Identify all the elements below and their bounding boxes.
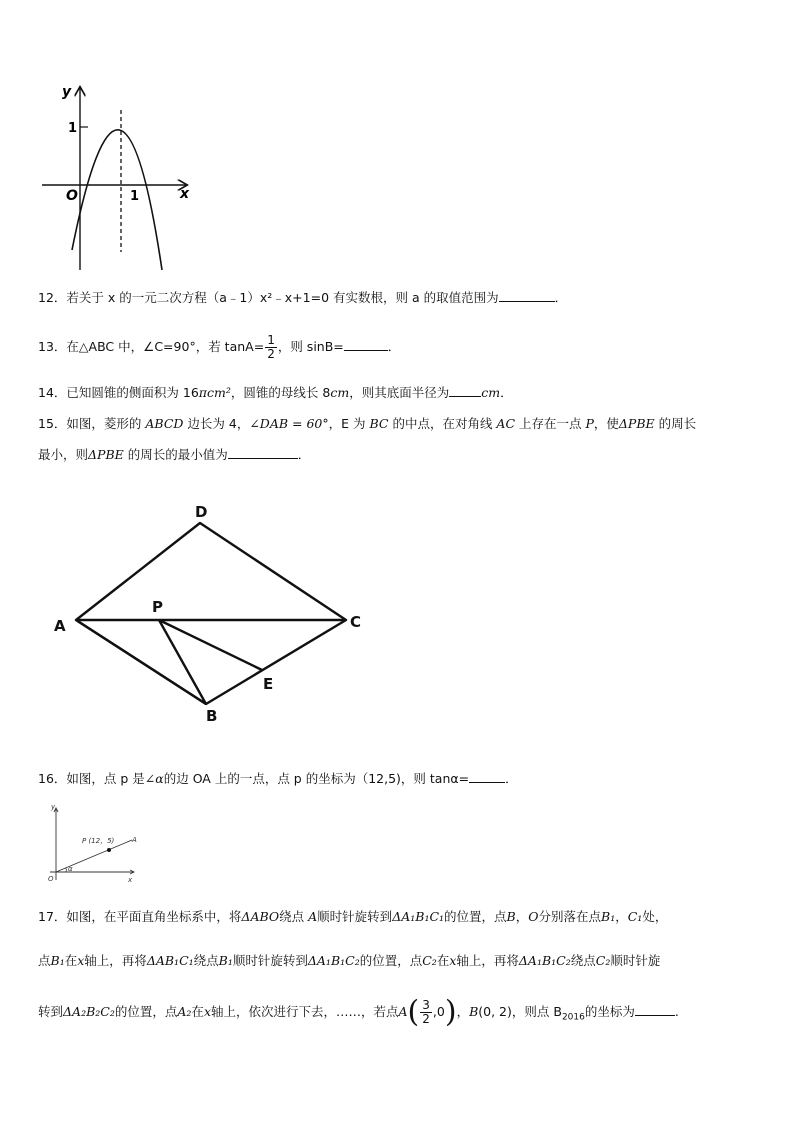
end-mark: . — [674, 1004, 679, 1019]
point-label: P (12，5) — [82, 837, 115, 845]
subscript-2016: 2016 — [561, 1012, 585, 1023]
fraction-numerator: 3 — [422, 998, 430, 1012]
text: 转到 — [38, 1004, 64, 1019]
question-17-line-3 — [38, 994, 679, 1036]
end-mark: ． — [387, 339, 401, 354]
label-e: E — [263, 675, 274, 693]
text: 在 — [436, 953, 450, 968]
text: 处， — [642, 909, 668, 924]
question-text: 在△ABC 中，∠C=90°，若 tanA= — [66, 339, 265, 354]
triangle-pbe: ΔPBE — [88, 447, 124, 462]
point-p — [107, 848, 111, 852]
rhombus-abcd — [76, 523, 346, 704]
text: 轴上，依次进行下去，……，若点 — [211, 1004, 399, 1019]
text: 最小，则 — [38, 447, 89, 462]
text: ，使 — [593, 416, 619, 431]
text: 的坐标为 — [584, 1004, 635, 1019]
y-axis-label: y — [51, 803, 56, 811]
x-tick-label: 1 — [130, 189, 140, 204]
angle-expr: ∠DAB = 60° — [249, 416, 329, 431]
point-b1: B₁ — [601, 909, 616, 924]
point-p: P — [585, 416, 594, 431]
end-mark: ． — [297, 447, 311, 462]
point-c2: C₂ — [595, 953, 611, 968]
text: 顺时针旋转到 — [317, 909, 393, 924]
question-number: 14． — [38, 385, 67, 400]
text: 的周长的最小值为 — [123, 447, 228, 462]
segment-pe — [159, 620, 262, 670]
answer-blank[interactable] — [499, 289, 555, 302]
text: 的周长 — [654, 416, 697, 431]
axis-x: x — [203, 1004, 211, 1019]
question-number: 16． — [38, 771, 67, 786]
axis-x: x — [449, 953, 457, 968]
fraction-denominator: 2 — [267, 347, 275, 361]
point-b1: B₁ — [50, 953, 65, 968]
angle-figure — [42, 800, 142, 888]
question-17-line-2 — [38, 952, 660, 970]
triangle-abo: ΔABO — [241, 909, 280, 924]
text: ， — [615, 909, 628, 924]
point-c2: C₂ — [422, 953, 437, 968]
fraction — [420, 999, 432, 1026]
triangle-pbe: ΔPBE — [618, 416, 655, 431]
triangle-ab1c1: ΔAB₁C₁ — [146, 953, 194, 968]
angle-alpha: ∠α — [144, 771, 164, 786]
y-tick-label: 1 — [68, 121, 78, 136]
origin-label: O — [48, 875, 54, 883]
answer-unit: cm — [481, 385, 501, 400]
label-a: A — [54, 617, 66, 635]
question-text-2: ，则 sinB= — [277, 339, 344, 354]
question-text: 如图，点 p 是 — [66, 771, 145, 786]
fraction-numerator: 1 — [267, 333, 275, 347]
point-c1: C₁ — [627, 909, 643, 924]
label-b: B — [206, 707, 218, 725]
text: 在 — [64, 953, 78, 968]
text: 绕点 — [193, 953, 219, 968]
text: 的位置，点 — [444, 909, 507, 924]
text: 的中点，在对角线 — [388, 416, 497, 431]
question-text: 若关于 x 的一元二次方程（a﹣1）x²﹣x+1=0 有实数根，则 a 的取值范围为 — [66, 290, 499, 305]
y-axis-label: y — [62, 84, 72, 100]
text: ， — [515, 909, 529, 924]
answer-blank[interactable] — [469, 770, 505, 783]
point-b: B — [469, 1004, 479, 1019]
text: 分别落在点 — [538, 909, 602, 924]
point-b: B — [506, 909, 516, 924]
point-a: A — [398, 1004, 408, 1019]
text: 轴上，再将 — [84, 953, 147, 968]
text: 的位置，点 — [114, 1004, 178, 1019]
fraction — [265, 334, 277, 361]
text: 上存在一点 — [515, 416, 586, 431]
question-text: 已知圆锥的侧面积为 16 — [66, 385, 199, 400]
question-text-2: 的边 OA 上的一点，点 p 的坐标为（12,5)，则 tanα= — [163, 771, 470, 786]
question-13 — [38, 332, 400, 362]
answer-blank[interactable] — [228, 446, 298, 459]
question-number: 12． — [38, 290, 67, 305]
right-paren: ) — [444, 994, 457, 1030]
point-a: A — [308, 909, 318, 924]
text: 顺时针旋转到 — [232, 953, 308, 968]
end-mark: ． — [554, 290, 568, 305]
coord-zero: ,0 — [432, 1004, 445, 1019]
text: ，E 为 — [328, 416, 370, 431]
question-text-2: ，圆锥的母线长 8 — [230, 385, 331, 400]
text: 轴上，再将 — [456, 953, 519, 968]
triangle-a1b1c2: ΔA₁B₁C₂ — [518, 953, 571, 968]
question-15-line-1 — [38, 415, 696, 433]
text: 如图，菱形的 — [66, 416, 146, 431]
point-b1: B₁ — [218, 953, 233, 968]
text: 绕点 — [570, 953, 596, 968]
segment-bc: BC — [369, 416, 389, 431]
label-c: C — [350, 613, 362, 631]
text: ， — [456, 1004, 470, 1019]
origin-label: O — [66, 188, 78, 204]
point-a2: A₂ — [177, 1004, 192, 1019]
segment-ac: AC — [496, 416, 516, 431]
rhombus-figure — [40, 495, 380, 730]
question-text-3: ，则其底面半径为 — [349, 385, 450, 400]
question-15-line-2 — [38, 446, 310, 464]
text: 顺时针旋 — [610, 953, 661, 968]
answer-blank[interactable] — [635, 1003, 675, 1016]
text: ，则点 B — [511, 1004, 562, 1019]
answer-blank[interactable] — [344, 338, 388, 351]
answer-blank[interactable] — [449, 384, 481, 397]
triangle-a2b2c2: ΔA₂B₂C₂ — [63, 1004, 115, 1019]
point-o: O — [528, 909, 539, 924]
text: 如图，在平面直角坐标系中，将 — [66, 909, 242, 924]
text: 点 — [38, 953, 51, 968]
question-number: 15． — [38, 416, 67, 431]
question-12 — [38, 289, 567, 307]
question-14 — [38, 384, 513, 402]
unit-area: πcm² — [198, 385, 231, 400]
axis-x: x — [77, 953, 85, 968]
question-number: 13． — [38, 339, 67, 354]
question-16 — [38, 770, 518, 788]
x-axis-label: x — [180, 186, 190, 202]
text: 在 — [191, 1004, 204, 1019]
label-d: D — [195, 503, 208, 521]
ray-label: A — [132, 836, 137, 844]
unit-length: cm — [330, 385, 350, 400]
text: 的位置，点 — [359, 953, 423, 968]
text: 边长为 4， — [183, 416, 250, 431]
point-b-coord: (0, 2) — [478, 1004, 512, 1019]
triangle-a1b1c1: ΔA₁B₁C₁ — [392, 909, 445, 924]
text: 绕点 — [279, 909, 309, 924]
angle-label: α — [68, 865, 73, 873]
x-axis-label: x — [128, 876, 133, 884]
end-mark: ． — [505, 771, 518, 786]
question-17-line-1 — [38, 908, 667, 926]
fraction-denominator: 2 — [422, 1012, 430, 1026]
end-mark: ． — [500, 385, 513, 400]
label-p: P — [152, 598, 163, 616]
parabola-figure — [38, 80, 198, 275]
left-paren: ( — [407, 994, 420, 1030]
question-number: 17． — [38, 909, 67, 924]
parabola-curve — [72, 130, 162, 270]
triangle-a1b1c2: ΔA₁B₁C₂ — [307, 953, 360, 968]
rhombus-name: ABCD — [145, 416, 184, 431]
